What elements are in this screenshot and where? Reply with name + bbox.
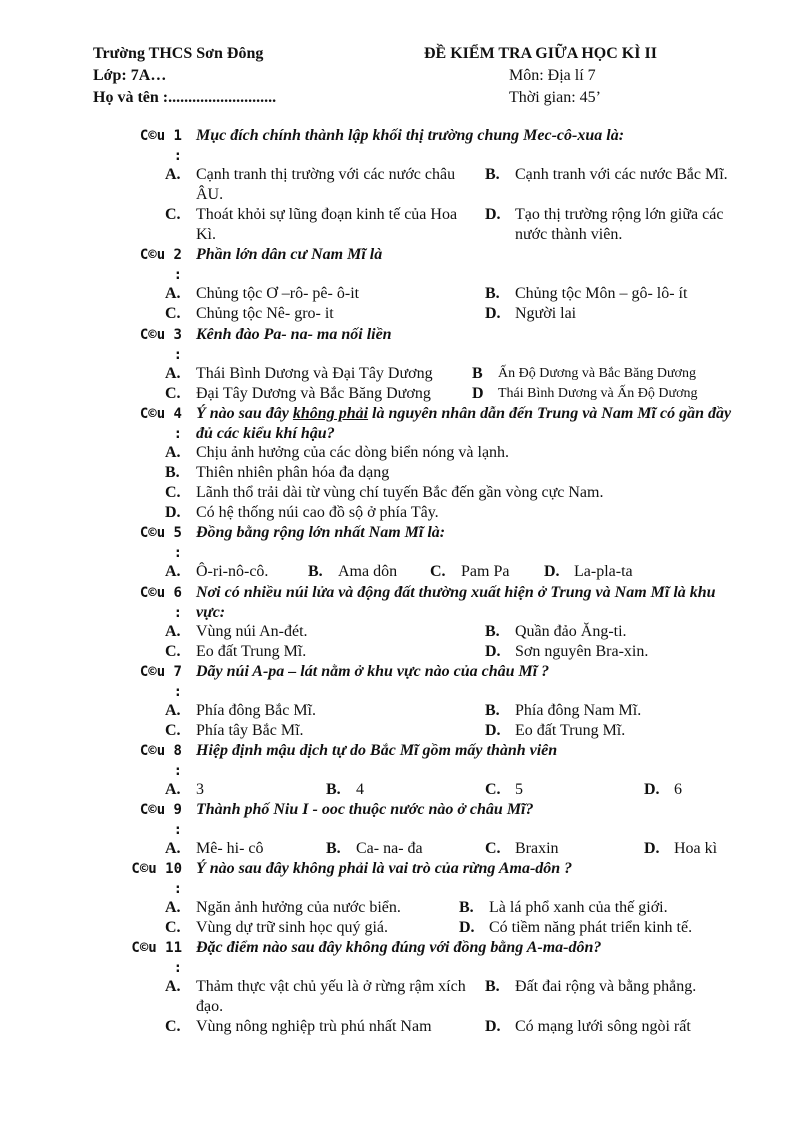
question-label: C©u 3 [139, 327, 182, 343]
option-c-letter: C. [165, 1018, 181, 1035]
question-label-colon: : [173, 605, 182, 621]
option-c-text: Chủng tộc Nê- gro- it [196, 305, 334, 322]
question-text: Thành phố Niu I - ooc thuộc nước nào ở châu Mĩ? [196, 801, 534, 818]
option-a-text: Chịu ảnh hưởng của các dòng biển nóng và lạnh. [196, 444, 510, 461]
option-b-text: Quần đảo Ăng-ti. [515, 623, 627, 640]
option-c-letter: C. [165, 206, 181, 223]
option-b-letter: B. [326, 781, 341, 798]
option-d-text: Có mạng lưới sông ngòi rất [515, 1018, 691, 1035]
option-a-text: Vùng núi An-đét. [196, 623, 308, 640]
option-d-letter: D. [485, 206, 501, 223]
option-a-letter: A. [165, 781, 181, 798]
option-b-text: Chủng tộc Môn – gô- lô- ít [515, 285, 688, 302]
option-d-letter: D. [544, 563, 560, 580]
question-label: C©u 2 [139, 247, 182, 263]
question-text: Đồng bằng rộng lớn nhất Nam Mĩ là: [196, 524, 446, 541]
option-a-letter: A. [165, 166, 181, 183]
option-c-text: Eo đất Trung Mĩ. [196, 643, 307, 660]
question-label: C©u 1 [139, 128, 182, 144]
option-b-text: Ấn Độ Dương và Bắc Băng Dương [498, 366, 696, 381]
option-a-letter: A. [165, 899, 181, 916]
option-c-letter: C. [430, 563, 446, 580]
option-d-text: Có tiềm năng phát triển kinh tế. [489, 919, 693, 936]
class-label: Lớp: 7A… [93, 67, 167, 84]
option-c-text: Phía tây Bắc Mĩ. [196, 722, 304, 739]
question-label: C©u 5 [139, 525, 182, 541]
option-b-letter: B. [459, 899, 474, 916]
option-a-letter: A. [165, 285, 181, 302]
option-a-text: Mê- hi- cô [196, 840, 264, 857]
option-b-text: Đất đai rộng và bằng phẳng. [515, 978, 697, 995]
question-text: Ý nào sau đây không phải là vai trò của rừng Ama-dôn ? [196, 860, 573, 877]
question-label: C©u 4 [139, 406, 182, 422]
student-name-label: Họ và tên :........................... [93, 89, 277, 106]
option-b-letter: B. [165, 464, 180, 481]
option-c-text: Đại Tây Dương và Bắc Băng Dương [196, 385, 431, 402]
question-label: C©u 11 [131, 940, 182, 956]
option-b-letter: B. [485, 978, 500, 995]
option-a-text: Thảm thực vật chủ yếu là ở rừng rậm xích đạo. [196, 978, 466, 1015]
option-d-text: Thái Bình Dương và Ấn Độ Dương [498, 386, 698, 401]
question-text: Đặc điểm nào sau đây không đúng với đồng bằng A-ma-dôn? [196, 939, 602, 956]
school-name: Trường THCS Sơn Đông [93, 45, 264, 62]
option-d-text: Eo đất Trung Mĩ. [515, 722, 626, 739]
option-b-letter: B [472, 365, 483, 382]
option-c-letter: C. [165, 305, 181, 322]
option-d-letter: D. [644, 781, 660, 798]
option-a-text: Ngăn ảnh hưởng của nước biển. [196, 899, 401, 916]
question-text: Phần lớn dân cư Nam Mĩ là [196, 246, 383, 263]
question-label: C©u 10 [131, 861, 182, 877]
option-a-letter: A. [165, 702, 181, 719]
option-d-text: Người lai [515, 305, 577, 322]
underlined-phrase: không phải [292, 405, 369, 422]
question-text: Mục đích chính thành lập khối thị trường chung Mec-cô-xua là: [196, 127, 625, 144]
question-label: C©u 6 [139, 585, 182, 601]
question-label-colon: : [173, 684, 182, 700]
question-label-colon: : [173, 347, 182, 363]
question-text: Hiệp định mậu dịch tự do Bắc Mĩ gồm mấy thành viên [196, 742, 558, 759]
question-label: C©u 9 [139, 802, 182, 818]
question-label-colon: : [173, 763, 182, 779]
option-d-letter: D. [459, 919, 475, 936]
option-b-text: Ama dôn [338, 563, 398, 580]
option-a-text: 3 [196, 781, 204, 798]
option-d-letter: D. [485, 722, 501, 739]
option-b-letter: B. [326, 840, 341, 857]
option-c-text: Braxin [515, 840, 559, 857]
option-d-text: 6 [674, 781, 682, 798]
option-c-letter: C. [165, 484, 181, 501]
option-c-letter: C. [165, 722, 181, 739]
option-a-letter: A. [165, 365, 181, 382]
option-a-text: Cạnh tranh thị trường với các nước châu ÂU. [196, 166, 456, 203]
exam-title: ĐỀ KIỂM TRA GIỮA HỌC KÌ II [424, 45, 657, 62]
option-a-letter: A. [165, 840, 181, 857]
option-d-letter: D. [644, 840, 660, 857]
question-text: Nơi có nhiều núi lửa và động đất thường xuất hiện ở Trung và Nam Mĩ là khu vực: [196, 584, 716, 621]
option-c-text: Vùng dự trữ sinh học quý giá. [196, 919, 388, 936]
question-label-colon: : [173, 426, 182, 442]
option-c-letter: C. [165, 385, 181, 402]
question-label-colon: : [173, 822, 182, 838]
option-a-letter: A. [165, 563, 181, 580]
option-a-text: Phía đông Bắc Mĩ. [196, 702, 316, 719]
question-label-colon: : [173, 148, 182, 164]
option-d-letter: D. [485, 305, 501, 322]
option-a-letter: A. [165, 978, 181, 995]
option-b-letter: B. [485, 166, 500, 183]
option-c-letter: C. [165, 643, 181, 660]
option-c-letter: C. [165, 919, 181, 936]
question-text: Kênh đào Pa- na- ma nối liền [196, 326, 392, 343]
option-d-text: Có hệ thống núi cao đồ sộ ở phía Tây. [196, 504, 439, 521]
question-label: C©u 7 [139, 664, 182, 680]
option-b-text: 4 [356, 781, 364, 798]
option-c-text: Pam Pa [461, 563, 510, 580]
option-d-text: Sơn nguyên Bra-xin. [515, 643, 649, 660]
question-label-colon: : [173, 545, 182, 561]
option-c-text: Thoát khỏi sự lũng đoạn kinh tế của Hoa Kì. [196, 206, 458, 243]
option-d-letter: D. [165, 504, 181, 521]
question-label: C©u 8 [139, 743, 182, 759]
option-b-letter: B. [308, 563, 323, 580]
question-text: Dãy núi A-pa – lát nằm ở khu vực nào của châu Mĩ ? [196, 663, 550, 680]
question-label-colon: : [173, 267, 182, 283]
option-a-letter: A. [165, 623, 181, 640]
option-d-text: Tạo thị trường rộng lớn giữa các nước thành viên. [515, 206, 724, 243]
option-c-text: Vùng nông nghiệp trù phú nhất Nam [196, 1018, 432, 1035]
option-c-text: Lãnh thổ trải dài từ vùng chí tuyến Bắc đến gần vòng cực Nam. [196, 484, 604, 501]
option-b-text: Ca- na- đa [356, 840, 423, 857]
option-b-text: Phía đông Nam Mĩ. [515, 702, 642, 719]
option-a-text: Chủng tộc Ơ –rô- pê- ô-it [196, 285, 360, 302]
option-d-text: La-pla-ta [574, 563, 633, 580]
option-d-letter: D. [485, 1018, 501, 1035]
option-a-text: Thái Bình Dương và Đại Tây Dương [196, 365, 433, 382]
option-b-letter: B. [485, 702, 500, 719]
option-d-text: Hoa kì [674, 840, 718, 857]
option-b-text: Là lá phổ xanh của thế giới. [489, 899, 668, 916]
option-c-letter: C. [485, 781, 501, 798]
option-a-letter: A. [165, 444, 181, 461]
question-label-colon: : [173, 960, 182, 976]
option-d-letter: D [472, 385, 484, 402]
option-b-text: Thiên nhiên phân hóa đa dạng [196, 464, 390, 481]
option-c-text: 5 [515, 781, 523, 798]
option-b-text: Cạnh tranh với các nước Bắc Mĩ. [515, 166, 728, 183]
question-text: Ý nào sau đây không phải là nguyên nhân dẫn đến Trung và Nam Mĩ có gần đầy đủ các kiểu khí hậu? [196, 405, 732, 442]
question-label-colon: : [173, 881, 182, 897]
option-d-letter: D. [485, 643, 501, 660]
option-b-letter: B. [485, 285, 500, 302]
option-c-letter: C. [485, 840, 501, 857]
option-b-letter: B. [485, 623, 500, 640]
subject-label: Môn: Địa lí 7 [509, 67, 596, 84]
time-label: Thời gian: 45’ [509, 89, 601, 106]
option-a-text: Ô-ri-nô-cô. [196, 563, 269, 580]
